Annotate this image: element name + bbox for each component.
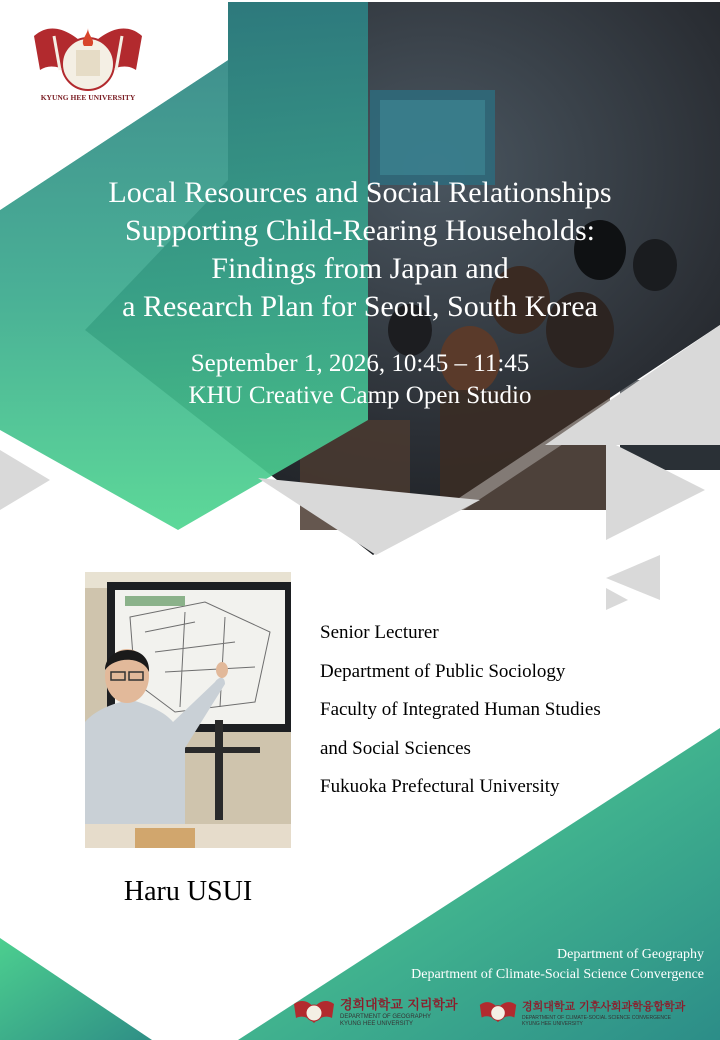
talk-title	[40, 174, 680, 326]
geography-logo-english-1: DEPARTMENT OF GEOGRAPHY	[340, 1014, 432, 1020]
organizer-line-1: Department of Geography	[557, 947, 704, 962]
event-info	[40, 348, 680, 412]
climate-logo-english-2: KYUNG HEE UNIVERSITY	[522, 1021, 583, 1027]
affiliation-line-2: Department of Public Sociology	[320, 660, 566, 682]
affiliation-line-3: Faculty of Integrated Human Studies	[320, 699, 601, 720]
climate-dept-logo	[478, 996, 685, 1030]
title-line-3: Findings from Japan and	[211, 252, 509, 285]
khu-emblem-icon	[478, 998, 518, 1028]
bottom-left-green-corner	[0, 938, 152, 1040]
khu-emblem-icon	[292, 998, 336, 1028]
affiliation-line-1: Senior Lecturer	[320, 622, 439, 643]
title-line-4: a Research Plan for Seoul, South Korea	[122, 290, 598, 323]
title-line-1: Local Resources and Social Relationships	[108, 176, 612, 209]
geography-dept-logo	[292, 996, 458, 1030]
climate-logo-korean: 경희대학교 기후사회과학융합학과	[522, 1000, 686, 1013]
speaker-affiliation	[320, 614, 700, 807]
geography-logo-english-2: KYUNG HEE UNIVERSITY	[340, 1021, 414, 1027]
affiliation-line-4: and Social Sciences	[320, 737, 471, 759]
organizing-departments	[411, 945, 704, 985]
organizer-line-2: Department of Climate-Social Science Convergence	[411, 967, 704, 982]
kyung-hee-university-seal-icon	[24, 14, 152, 124]
speaker-name: Haru USUI	[123, 876, 253, 907]
event-datetime: September 1, 2026, 10:45 – 11:45	[190, 350, 530, 377]
geography-logo-korean: 경희대학교 지리학과	[340, 998, 458, 1013]
speaker-photo	[85, 572, 291, 848]
seal-university-name: KYUNG HEE UNIVERSITY	[40, 93, 136, 102]
title-line-2: Supporting Child-Rearing Households:	[125, 214, 595, 247]
climate-logo-english-1: DEPARTMENT OF CLIMATE-SOCIAL SCIENCE CONVERGENCE	[522, 1015, 671, 1021]
event-venue: KHU Creative Camp Open Studio	[188, 382, 532, 409]
affiliation-line-5: Fukuoka Prefectural University	[320, 776, 560, 797]
